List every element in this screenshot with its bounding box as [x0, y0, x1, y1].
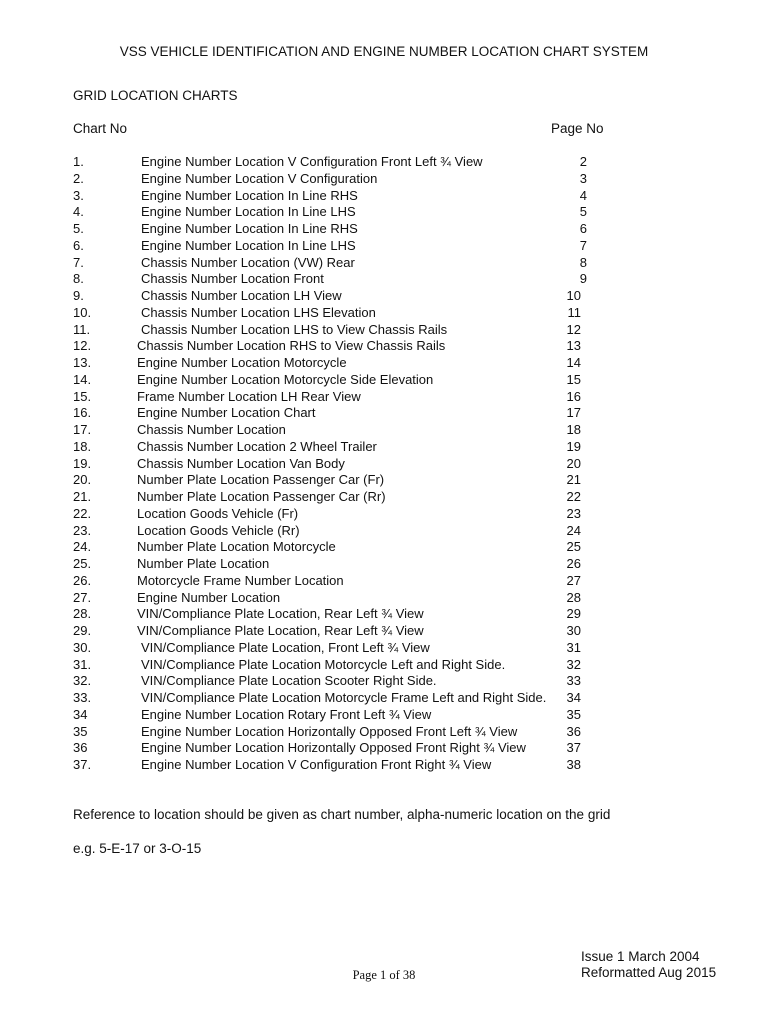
chart-title: Location Goods Vehicle (Fr)	[137, 505, 299, 521]
chart-page-number: 3	[579, 170, 587, 186]
chart-number: 5.	[73, 221, 84, 236]
chart-number: 31.	[73, 656, 92, 672]
chart-page-number: 16	[566, 388, 581, 404]
chart-index-row	[73, 740, 613, 757]
chart-title: Engine Number Location V Configuration	[141, 170, 378, 186]
chart-title: Engine Number Location In Line RHS	[141, 221, 358, 236]
chart-number: 21.	[73, 489, 92, 504]
chart-number: 22.	[73, 505, 92, 521]
chart-number: 1.	[73, 154, 84, 169]
chart-title: Engine Number Location V Configuration Front Right ¾ View	[141, 757, 492, 772]
chart-index-row	[73, 221, 613, 238]
chart-page-number: 26	[566, 556, 581, 571]
chart-title: Chassis Number Location 2 Wheel Trailer	[137, 438, 377, 454]
chart-title: Location Goods Vehicle (Rr)	[137, 522, 300, 538]
chart-index-row	[73, 338, 613, 355]
chart-title: Engine Number Location In Line LHS	[141, 204, 356, 220]
page-number-footer: Page 1 of 38	[352, 968, 416, 982]
chart-page-number: 30	[566, 623, 581, 638]
chart-title: Chassis Number Location LHS Elevation	[141, 304, 376, 320]
chart-title: Engine Number Location In Line LHS	[141, 237, 356, 253]
section-heading: GRID LOCATION CHARTS	[73, 88, 238, 103]
chart-index-row	[73, 590, 613, 607]
chart-index-row	[73, 657, 613, 674]
chart-number: 17.	[73, 422, 92, 437]
chart-number: 6.	[73, 237, 84, 253]
chart-index-row	[73, 573, 613, 590]
chart-title: Engine Number Location Chart	[137, 405, 316, 421]
chart-title: Chassis Number Location Front	[141, 271, 324, 287]
chart-number: 15.	[73, 388, 92, 404]
chart-page-number: 37	[566, 740, 581, 756]
chart-title: VIN/Compliance Plate Location Motorcycle Frame Left and Right Side.	[141, 690, 547, 705]
chart-index-row	[73, 389, 613, 406]
chart-page-number: 13	[566, 338, 581, 354]
chart-title: Number Plate Location Passenger Car (Fr)	[137, 472, 385, 488]
chart-index-list	[73, 154, 613, 774]
chart-index-row	[73, 673, 613, 690]
chart-index-row	[73, 456, 613, 473]
chart-number: 25.	[73, 556, 92, 571]
chart-page-number: 11	[567, 304, 581, 320]
chart-page-number: 23	[566, 505, 581, 521]
chart-number: 35	[73, 723, 88, 739]
chart-title: Chassis Number Location RHS to View Chassis Rails	[137, 338, 446, 354]
chart-index-row	[73, 188, 613, 205]
chart-index-row	[73, 372, 613, 389]
chart-number: 26.	[73, 572, 92, 588]
chart-index-row	[73, 489, 613, 506]
chart-number: 2.	[73, 170, 84, 186]
chart-page-number: 28	[566, 589, 581, 605]
chart-number: 9.	[73, 288, 84, 303]
chart-title: Chassis Number Location LHS to View Chassis Rails	[141, 321, 448, 337]
chart-page-number: 6	[579, 221, 587, 236]
chart-index-row	[73, 539, 613, 556]
chart-index-row	[73, 556, 613, 573]
column-header-page-no: Page No	[551, 121, 604, 136]
chart-index-row	[73, 724, 613, 741]
chart-index-row	[73, 204, 613, 221]
chart-title: VIN/Compliance Plate Location, Rear Left ¾ View	[137, 623, 424, 638]
chart-index-row	[73, 355, 613, 372]
chart-title: Chassis Number Location LH View	[141, 288, 342, 303]
chart-number: 37.	[73, 757, 92, 772]
chart-number: 20.	[73, 472, 92, 488]
chart-page-number: 18	[566, 422, 581, 437]
chart-number: 23.	[73, 522, 92, 538]
chart-index-row	[73, 271, 613, 288]
chart-index-row	[73, 288, 613, 305]
chart-index-row	[73, 757, 613, 774]
chart-page-number: 32	[566, 656, 581, 672]
chart-page-number: 21	[566, 472, 581, 488]
chart-title: Number Plate Location	[137, 556, 270, 571]
chart-number: 19.	[73, 455, 92, 471]
chart-index-row	[73, 506, 613, 523]
chart-page-number: 15	[566, 371, 581, 387]
chart-number: 12.	[73, 338, 92, 354]
chart-index-row	[73, 171, 613, 188]
chart-page-number: 27	[566, 572, 581, 588]
chart-page-number: 25	[566, 539, 581, 555]
chart-index-row	[73, 606, 613, 623]
chart-title: Engine Number Location Rotary Front Left ¾ View	[141, 706, 432, 722]
chart-page-number: 22	[566, 489, 581, 504]
chart-page-number: 8	[579, 254, 587, 270]
chart-page-number: 38	[566, 757, 581, 772]
chart-title: Number Plate Location Passenger Car (Rr)	[137, 489, 386, 504]
chart-number: 14.	[73, 371, 92, 387]
chart-number: 34	[73, 706, 88, 722]
chart-index-row	[73, 439, 613, 456]
chart-index-row	[73, 322, 613, 339]
chart-index-row	[73, 640, 613, 657]
chart-title: Engine Number Location Horizontally Opposed Front Left ¾ View	[141, 723, 518, 739]
chart-index-row	[73, 472, 613, 489]
chart-page-number: 24	[566, 522, 581, 538]
chart-title: Chassis Number Location	[137, 422, 286, 437]
chart-index-row	[73, 623, 613, 640]
chart-index-row	[73, 405, 613, 422]
chart-page-number: 33	[566, 673, 581, 689]
chart-title: Engine Number Location V Configuration Front Left ¾ View	[141, 154, 483, 169]
chart-page-number: 14	[566, 355, 581, 370]
chart-title: VIN/Compliance Plate Location, Rear Left ¾ View	[137, 606, 424, 622]
chart-number: 24.	[73, 539, 92, 555]
chart-index-row	[73, 707, 613, 724]
chart-title: Engine Number Location Motorcycle Side Elevation	[137, 371, 434, 387]
chart-number: 13.	[73, 355, 92, 370]
reference-note: Reference to location should be given as chart number, alpha-numeric location on the grid	[73, 807, 611, 822]
chart-page-number: 29	[566, 606, 581, 622]
chart-number: 7.	[73, 254, 84, 270]
chart-page-number: 20	[566, 455, 581, 471]
chart-page-number: 19	[566, 438, 581, 454]
example-text: e.g. 5-E-17 or 3-O-15	[73, 841, 202, 856]
chart-number: 32.	[73, 673, 92, 689]
chart-number: 30.	[73, 639, 92, 655]
chart-title: Motorcycle Frame Number Location	[137, 572, 344, 588]
chart-title: VIN/Compliance Plate Location Scooter Right Side.	[141, 673, 437, 689]
chart-title: Number Plate Location Motorcycle	[137, 539, 336, 555]
chart-page-number: 5	[579, 204, 587, 220]
chart-page-number: 17	[566, 405, 581, 421]
chart-page-number: 35	[566, 706, 581, 722]
chart-index-row	[73, 690, 613, 707]
chart-number: 11.	[73, 321, 91, 337]
chart-title: Engine Number Location In Line RHS	[141, 187, 358, 203]
chart-title: Frame Number Location LH Rear View	[137, 388, 361, 404]
chart-page-number: 10	[566, 288, 581, 303]
document-title: VSS VEHICLE IDENTIFICATION AND ENGINE NUMBER LOCATION CHART SYSTEM	[119, 44, 649, 59]
chart-page-number: 9	[579, 271, 587, 287]
chart-number: 3.	[73, 187, 84, 203]
chart-page-number: 12	[566, 321, 581, 337]
chart-page-number: 7	[579, 237, 587, 253]
chart-number: 27.	[73, 589, 92, 605]
chart-number: 16.	[73, 405, 92, 421]
column-header-chart-no: Chart No	[73, 121, 128, 136]
chart-page-number: 2	[579, 154, 587, 169]
chart-title: Engine Number Location Motorcycle	[137, 355, 347, 370]
chart-number: 10.	[73, 304, 92, 320]
chart-number: 18.	[73, 438, 92, 454]
chart-number: 33.	[73, 690, 92, 705]
chart-title: Engine Number Location	[137, 589, 281, 605]
chart-number: 8.	[73, 271, 84, 287]
chart-page-number: 34	[566, 690, 581, 705]
chart-title: Chassis Number Location (VW) Rear	[141, 254, 355, 270]
issue-line: Issue 1 March 2004	[581, 949, 700, 964]
chart-index-row	[73, 305, 613, 322]
chart-number: 4.	[73, 204, 84, 220]
chart-title: Chassis Number Location Van Body	[137, 455, 345, 471]
chart-index-row	[73, 255, 613, 272]
chart-title: VIN/Compliance Plate Location Motorcycle Left and Right Side.	[141, 656, 506, 672]
chart-page-number: 36	[566, 723, 581, 739]
chart-index-row	[73, 422, 613, 439]
chart-number: 28.	[73, 606, 92, 622]
chart-page-number: 31	[566, 639, 581, 655]
chart-number: 36	[73, 740, 88, 756]
chart-number: 29.	[73, 623, 92, 638]
chart-index-row	[73, 154, 613, 171]
chart-index-row	[73, 238, 613, 255]
reformat-line: Reformatted Aug 2015	[581, 965, 717, 980]
chart-title: Engine Number Location Horizontally Opposed Front Right ¾ View	[141, 740, 526, 756]
chart-index-row	[73, 523, 613, 540]
chart-title: VIN/Compliance Plate Location, Front Left ¾ View	[141, 639, 430, 655]
chart-page-number: 4	[579, 187, 587, 203]
